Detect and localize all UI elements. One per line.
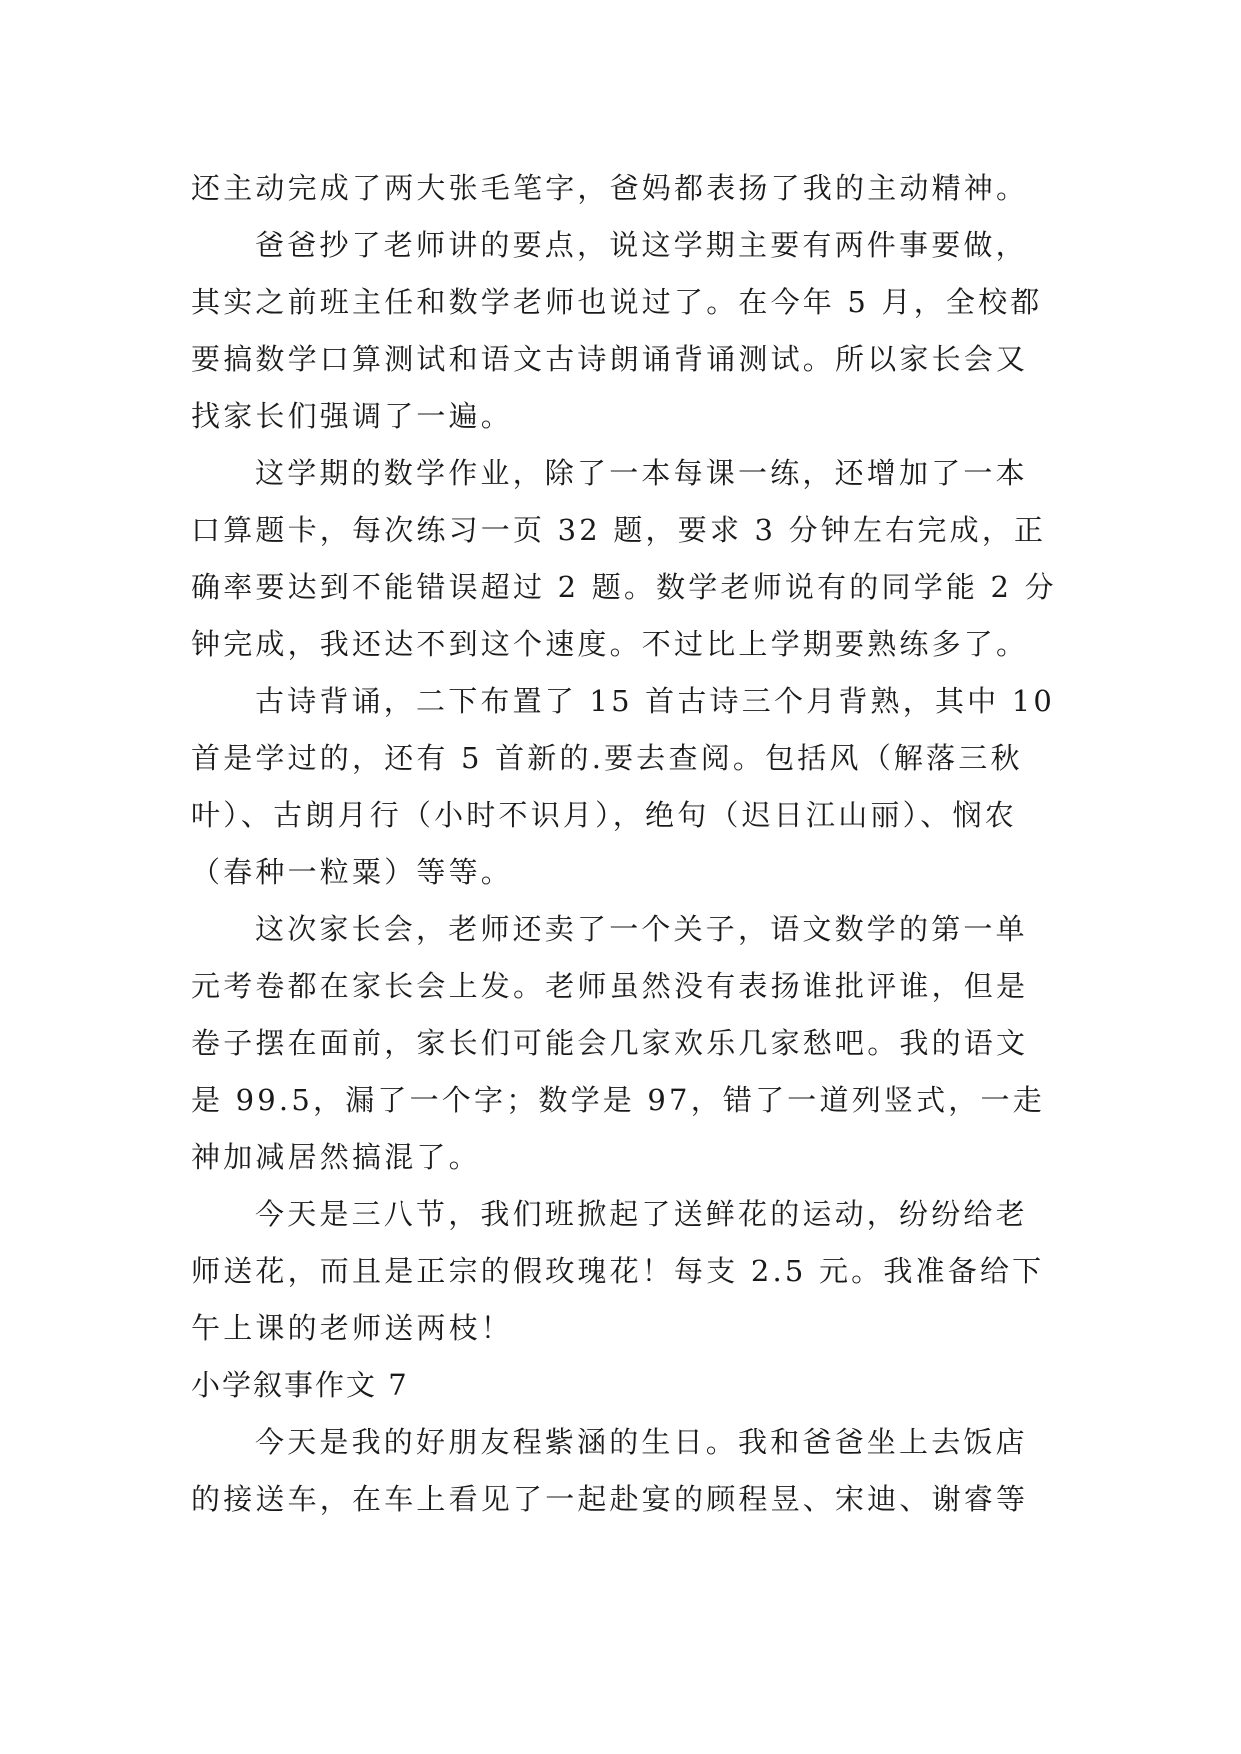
text-line: 口算题卡，每次练习一页 32 题，要求 3 分钟左右完成，正 [191,513,1047,547]
text-line: 还主动完成了两大张毛笔字，爸妈都表扬了我的主动精神。 [191,171,1029,205]
paragraph-start: 今天是三八节，我们班掀起了送鲜花的运动，纷纷给老 [255,1197,1028,1231]
text-line: （春种一粒粟）等等。 [191,855,514,889]
text-line: 元考卷都在家长会上发。老师虽然没有表扬谁批评谁，但是 [191,969,1029,1003]
section-heading: 小学叙事作文 7 [191,1368,409,1402]
text-line: 叶）、古朗月行（小时不识月），绝句（迟日江山丽）、悯农 [191,798,1017,832]
paragraph-start: 爸爸抄了老师讲的要点，说这学期主要有两件事要做， [255,228,1028,262]
document-body [191,160,1071,1528]
text-line: 要搞数学口算测试和语文古诗朗诵背诵测试。所以家长会又 [191,342,1029,376]
text-line: 午上课的老师送两枝！ [191,1311,514,1345]
text-line: 卷子摆在面前，家长们可能会几家欢乐几家愁吧。我的语文 [191,1026,1029,1060]
text-line: 确率要达到不能错误超过 2 题。数学老师说有的同学能 2 分 [191,570,1057,604]
text-line: 是 99.5，漏了一个字；数学是 97，错了一道列竖式，一走 [191,1083,1045,1117]
paragraph-start: 这学期的数学作业，除了一本每课一练，还增加了一本 [255,456,1028,490]
text-line: 师送花，而且是正宗的假玫瑰花！每支 2.5 元。我准备给下 [191,1254,1045,1288]
text-line: 找家长们强调了一遍。 [191,399,514,433]
text-line: 其实之前班主任和数学老师也说过了。在今年 5 月，全校都 [191,285,1043,319]
text-line: 首是学过的，还有 5 首新的.要去查阅。包括风（解落三秋 [191,741,1023,775]
text-line: 钟完成，我还达不到这个速度。不过比上学期要熟练多了。 [191,627,1029,661]
paragraph-start: 古诗背诵，二下布置了 15 首古诗三个月背熟，其中 10 [255,684,1056,718]
paragraph-start: 这次家长会，老师还卖了一个关子，语文数学的第一单 [255,912,1028,946]
text-line: 神加减居然搞混了。 [191,1140,481,1174]
paragraph-start: 今天是我的好朋友程紫涵的生日。我和爸爸坐上去饭店 [255,1425,1028,1459]
text-line: 的接送车，在车上看见了一起赴宴的顾程昱、宋迪、谢睿等 [191,1482,1029,1516]
